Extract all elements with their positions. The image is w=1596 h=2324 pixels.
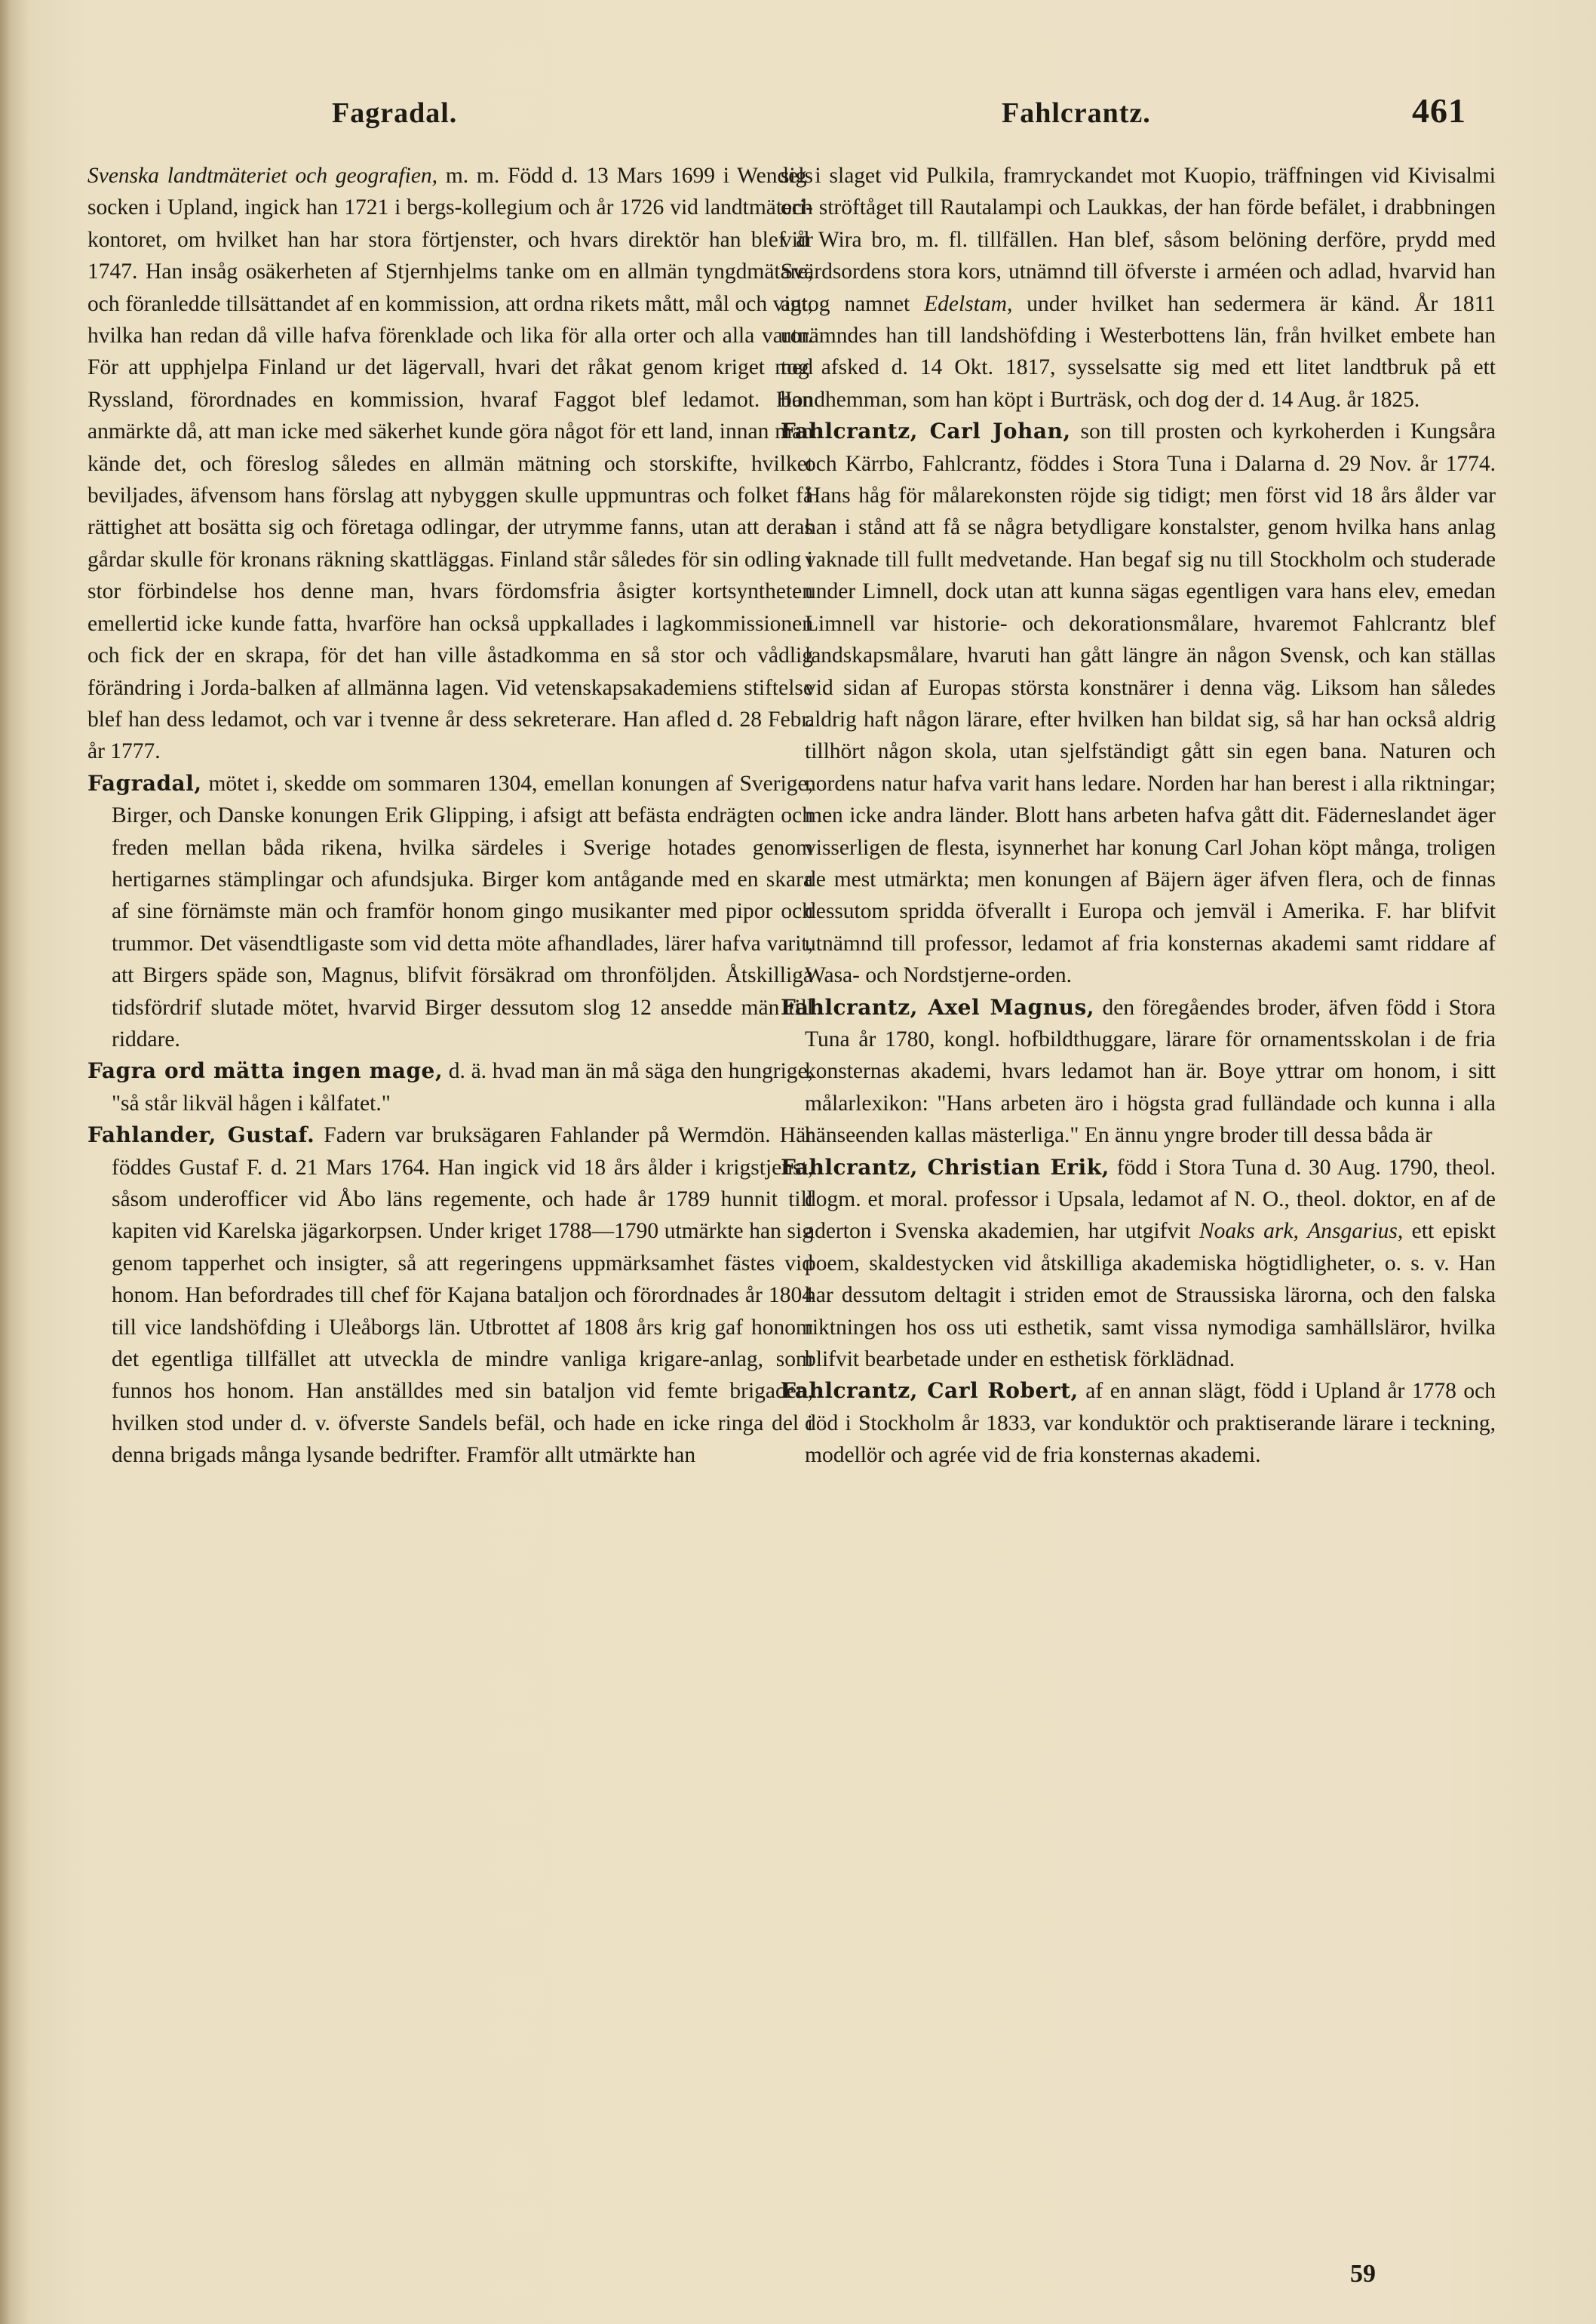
- entry-fagradal: [87, 768, 813, 1056]
- entry-text: son till prosten och kyrkoherden i Kungsåra och Kärrbo, Fahlcrantz, föddes i Stora Tuna i Dalarna d. 29 Nov. år 1774. Hans håg för målarekonsten röjde sig tidigt; men först vid 18 års ålder var han i stånd att få se några betydligare konstalster, genom hvilka hans anlag vaknade till fullt medvetande. Han begaf sig nu till Stockholm och studerade under Limnell, dock utan att kunna sägas egentligen vara hans elev, emedan Limnell var historie- och dekorationsmålare, hvaremot Fahlcrantz blef landskapsmålare, hvaruti han gått längre än någon Svensk, och kan ställas vid sidan af Europas största konstnärer i denna väg. Liksom han således aldrig haft någon lärare, efter hvilken han bildat sig, så har han också aldrig tillhört någon skola, utan sjelfständigt gått sin egen bana. Naturen och nordens natur hafva varit hans ledare. Norden har han berest i alla riktningar; men icke andra länder. Blott hans arbeten hafva gått dit. Fäderneslandet äger visserligen de flesta, isynnerhet har konung Carl Johan köpt många, troligen de mest utmärkta; men konungen af Bäjern äger äfven flera, och de finnas dessutom spridda öfverallt i Europa och jemväl i Amerika. F. har blifvit utnämnd till professor, ledamot af fria konsternas akademi samt riddare af Wasa- och Nordstjerne-orden.: [805, 419, 1496, 988]
- entry-text: mötet i, skedde om sommaren 1304, emellan konungen af Sverige, Birger, och Danske konungen Erik Glipping, i afsigt att befästa endrägten och freden mellan båda rikena, hvilka särdeles i Sverige hotades genom hertigarnes stämplingar och afundsjuka. Birger kom antågande med en skara af sine förnämste män och framför honom gingo musikanter med pipor och trummor. Det väsendtligaste som vid detta möte afhandlades, lärer hafva varit, att Birgers späde son, Magnus, blifvit försäkrad om thronföljden. Åtskilliga tidsfördrif slutade mötet, hvarvid Birger dessutom slog 12 ansedde män till riddare.: [112, 771, 813, 1051]
- entry-text: [1299, 1219, 1307, 1243]
- entry-fahlcrantz-carl-johan: [781, 416, 1496, 991]
- entry-fahlcrantz-christian-erik: [781, 1152, 1496, 1376]
- right-column: [781, 160, 1496, 1472]
- entry-fagra-ord: [87, 1055, 813, 1119]
- paragraph-text: under hvilket han sedermera är känd. År 1811 utnämndes han till landshöfding i Westerbottens län, från hvilket embete han tog afsked d. 14 Okt. 1817, sysselsatte sig med ett litet landtbruk på ett bondhemman, som han köpt i Burträsk, och dog der d. 14 Aug. år 1825.: [781, 291, 1496, 412]
- entry-headword: Fahlcrantz, Carl Johan,: [781, 419, 1071, 444]
- entry-headword: Fahlcrantz, Axel Magnus,: [781, 994, 1094, 1020]
- entry-headword: Fagra ord mätta ingen mage,: [87, 1058, 444, 1084]
- italic-title: Svenska landtmäteriet och geografien,: [87, 164, 438, 188]
- running-head-left: Fagradal.: [332, 97, 458, 129]
- entry-text: Fadern var bruksägaren Fahlander på Wermdön. Här föddes Gustaf F. d. 21 Mars 1764. Han ingick vid 18 års ålder i krigstjenst, såsom underofficer vid Åbo läns regemente, och hade år 1789 hunnit till kapiten vid Karelska jägarkorpsen. Under kriget 1788—1790 utmärkte han sig genom tapperhet och insigter, så att regeringens uppmärksamhet fästes vid honom. Han befordrades till chef för Kajana bataljon och förordnades år 1804 till vice landshöfding i Uleåborgs län. Utbrottet af 1808 års krig gaf honom det egentliga tillfället att utveckla de mindre vanliga krigare-anlag, som funnos hos honom. Han anställdes med sin bataljon vid femte brigaden, hvilken stod under d. v. öfverste Sandels befäl, och hade en icke ringa del i denna brigads många lysande bedrifter. Framför allt utmärkte han: [112, 1123, 813, 1468]
- entry-text: ett episkt poem, skaldestycken vid åtskilliga akademiska högtidligheter, o. s. v. Han har dessutom deltagit i striden emot de Straussiska lärorna, och den falska riktningen hos oss uti esthetik, samt vissa nymodiga samhällsläror, hvilka blifvit bearbetade under en esthetisk förklädnad.: [805, 1219, 1496, 1372]
- running-head-right: Fahlcrantz.: [1002, 97, 1151, 129]
- entry-text: den föregåendes broder, äfven född i Stora Tuna år 1780, kongl. hofbildthuggare, lärare för ornamentsskolan i de fria konsternas akademi, hvars ledamot han är. Boye yttrar om honom, i sitt målarlexikon: "Hans arbeten äro i högsta grad fulländade och kunna i alla hänseenden kallas mästerliga." En ännu yngre broder till dessa båda är: [805, 995, 1496, 1148]
- continued-paragraph: [87, 160, 813, 768]
- paragraph-text: m. m. Född d. 13 Mars 1699 i Wendels socken i Upland, ingick han 1721 i bergs-kollegium och år 1726 vid landtmäteri-kontoret, om hvilket han har stora förtjenster, och hvars direktör han blef år 1747. Han insåg osäkerheten af Stjernhjelms tanke om en allmän tyngdmätare, och föranledde tillsättandet af en kommission, att ordna rikets mått, mål och vigt, hvilka han redan då ville hafva förenklade och lika för alla orter och alla varor. För att upphjelpa Finland ur det lägervall, hvari det råkat genom kriget med Ryssland, förordnades en kommission, hvaraf Faggot blef ledamot. Han anmärkte då, att man icke med säkerhet kunde göra något för ett land, innan man kände det, och föreslog således en allmän mätning och storskifte, hvilket beviljades, äfvensom hans förslag att nybyggen skulle uppmuntras och folket få rättighet att bosätta sig och företaga odlingar, der utrymme fanns, utan att deras gårdar skulle för kronans räkning skattläggas. Finland står således för sin odling i stor förbindelse hos denne man, hvars fördomsfria åsigter kortsyntheten emellertid icke kunde fatta, hvarföre han också uppkallades i lagkommissionen och fick der en skrapa, för det han ville åstadkomma en så stor och vådlig förändring i Jorda-balken af allmänna lagen. Vid vetenskapsakademiens stiftelse blef han dess ledamot, och var i tvenne år dess sekreterare. Han afled d. 28 Febr. år 1777.: [87, 164, 813, 764]
- italic-name: Edelstam,: [924, 291, 1013, 316]
- paragraph-text: sig i slaget vid Pulkila, framryckandet mot Kuopio, träffningen vid Kivisalmi och ströftåget till Rautalampi och Laukkas, der han förde befälet, i drabbningen vid Wira bro, m. fl. tillfällen. Han blef, såsom belöning derföre, prydd med Svärdsordens stora kors, utnämnd till öfverste i arméen och adlad, hvarvid han antog namnet: [781, 164, 1496, 316]
- entry-headword: Fahlcrantz, Christian Erik,: [781, 1154, 1110, 1180]
- entry-headword: Fagradal,: [87, 770, 202, 796]
- entry-text: d. ä. hvad man än må säga den hungrige, "så står likväl hågen i kålfatet.": [112, 1059, 813, 1116]
- entry-headword: Fahlander, Gustaf.: [87, 1122, 315, 1148]
- entry-fahlcrantz-axel-magnus: [781, 992, 1496, 1152]
- entry-text: född i Stora Tuna d. 30 Aug. 1790, theol. dogm. et moral. professor i Upsala, ledamot af N. O., theol. doktor, en af de aderton i Svenska akademien, har utgifvit: [805, 1155, 1496, 1244]
- page-number: 461: [1412, 91, 1466, 130]
- continued-paragraph: [781, 160, 1496, 416]
- italic-title: Noaks ark,: [1199, 1219, 1299, 1244]
- italic-title: Ansgarius,: [1307, 1219, 1404, 1244]
- entry-text: af en annan slägt, född i Upland år 1778 och död i Stockholm år 1833, var konduktör och praktiserande lärare i teckning, modellör och agrée vid de fria konsternas akademi.: [805, 1379, 1496, 1468]
- entry-fahlcrantz-carl-robert: [781, 1375, 1496, 1471]
- entry-headword: Fahlcrantz, Carl Robert,: [781, 1378, 1079, 1404]
- signature-mark: 59: [1350, 2260, 1376, 2288]
- entry-fahlander: [87, 1119, 813, 1471]
- left-column: [87, 160, 813, 1472]
